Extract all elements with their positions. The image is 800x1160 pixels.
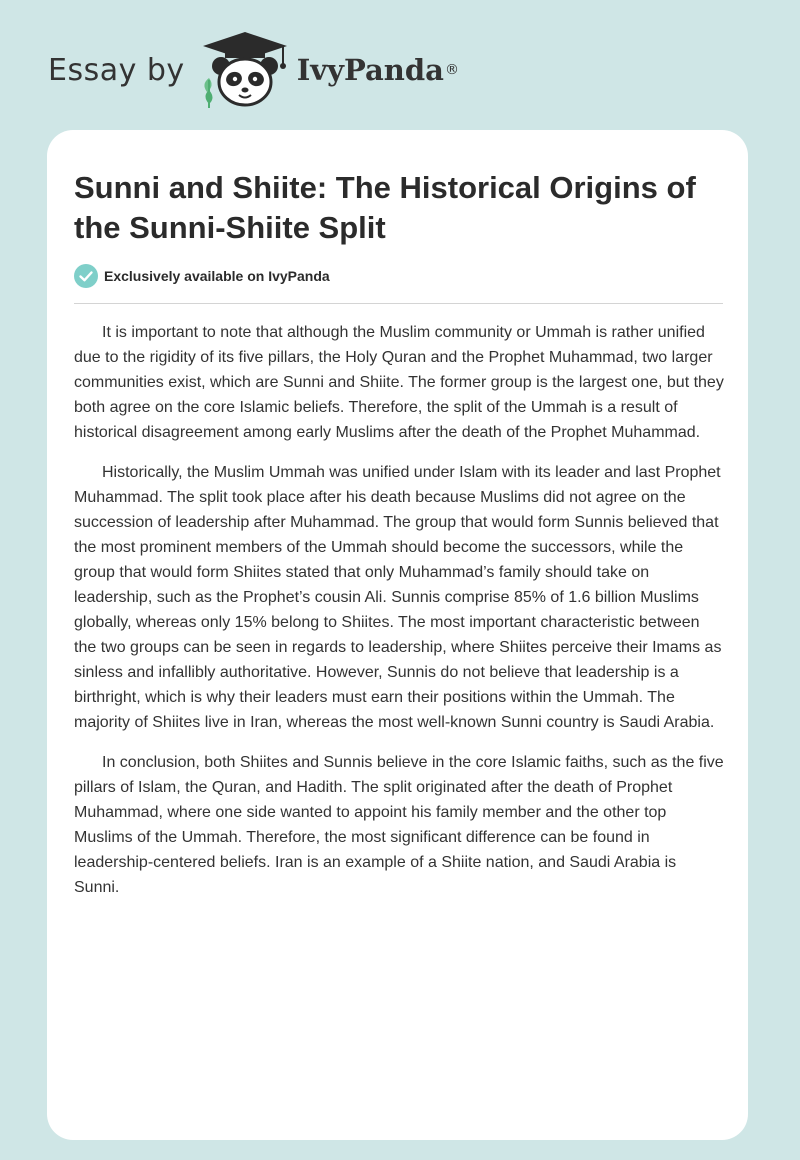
brand-header <box>48 30 459 110</box>
paragraph-3: In conclusion, both Shiites and Sunnis believe in the core Islamic faiths, such as the five pillars of Islam, the Quran, and Hadith. The split originated after the death of Prophet Muhammad, where one side wanted to appoint his family member and the other top Muslims of the Ummah. Therefore, the most significant difference can be found in leadership-centered beliefs. Iran is an example of a Shiite nation, and Saudi Arabia is Sunni. <box>74 754 724 896</box>
brand-name: IvyPanda <box>296 53 444 87</box>
brand-prefix: Essay by <box>48 52 185 88</box>
panda-graduate-logo-icon[interactable] <box>199 30 291 110</box>
essay-body <box>74 320 725 915</box>
divider <box>74 303 723 304</box>
paragraph-2: Historically, the Muslim Ummah was unified under Islam with its leader and last Prophet Muhammad. The split took place after his death because Muslims did not agree on the succession of leadership after Muhammad. The group that would form Sunnis believed that the most prominent members of the Ummah should become the successors, while the group that would form Shiites stated that only Muhammad’s family should take on leadership, such as the Prophet’s cousin Ali. Sunnis comprise 85% of 1.6 billion Muslims globally, whereas only 15% belong to Shiites. The most important characteristic between the two groups can be seen in regards to leadership, where Shiites perceive their Imams as sinless and infallibly authoritative. However, Sunnis do not believe that leadership is a birthright, which is why their leaders must earn their positions within the Ummah. The majority of Shiites live in Iran, whereas the most well-known Sunni country is Saudi Arabia. <box>74 464 722 731</box>
check-circle-icon <box>74 264 98 288</box>
paragraph-1: It is important to note that although the Muslim community or Ummah is rather unified due to the rigidity of its five pillars, the Holy Quran and the Prophet Muhammad, two larger communities exist, which are Sunni and Shiite. The former group is the largest one, but they both agree on the core Islamic beliefs. Therefore, the split of the Ummah is a result of historical disagreement among early Muslims after the death of the Prophet Muhammad. <box>74 324 724 441</box>
exclusive-badge <box>74 264 330 288</box>
badge-text: Exclusively available on IvyPanda <box>104 268 330 284</box>
essay-title: Sunni and Shiite: The Historical Origins of the Sunni-Shiite Split <box>74 170 696 245</box>
registered-mark: ® <box>444 62 459 78</box>
essay-card <box>47 130 748 1140</box>
